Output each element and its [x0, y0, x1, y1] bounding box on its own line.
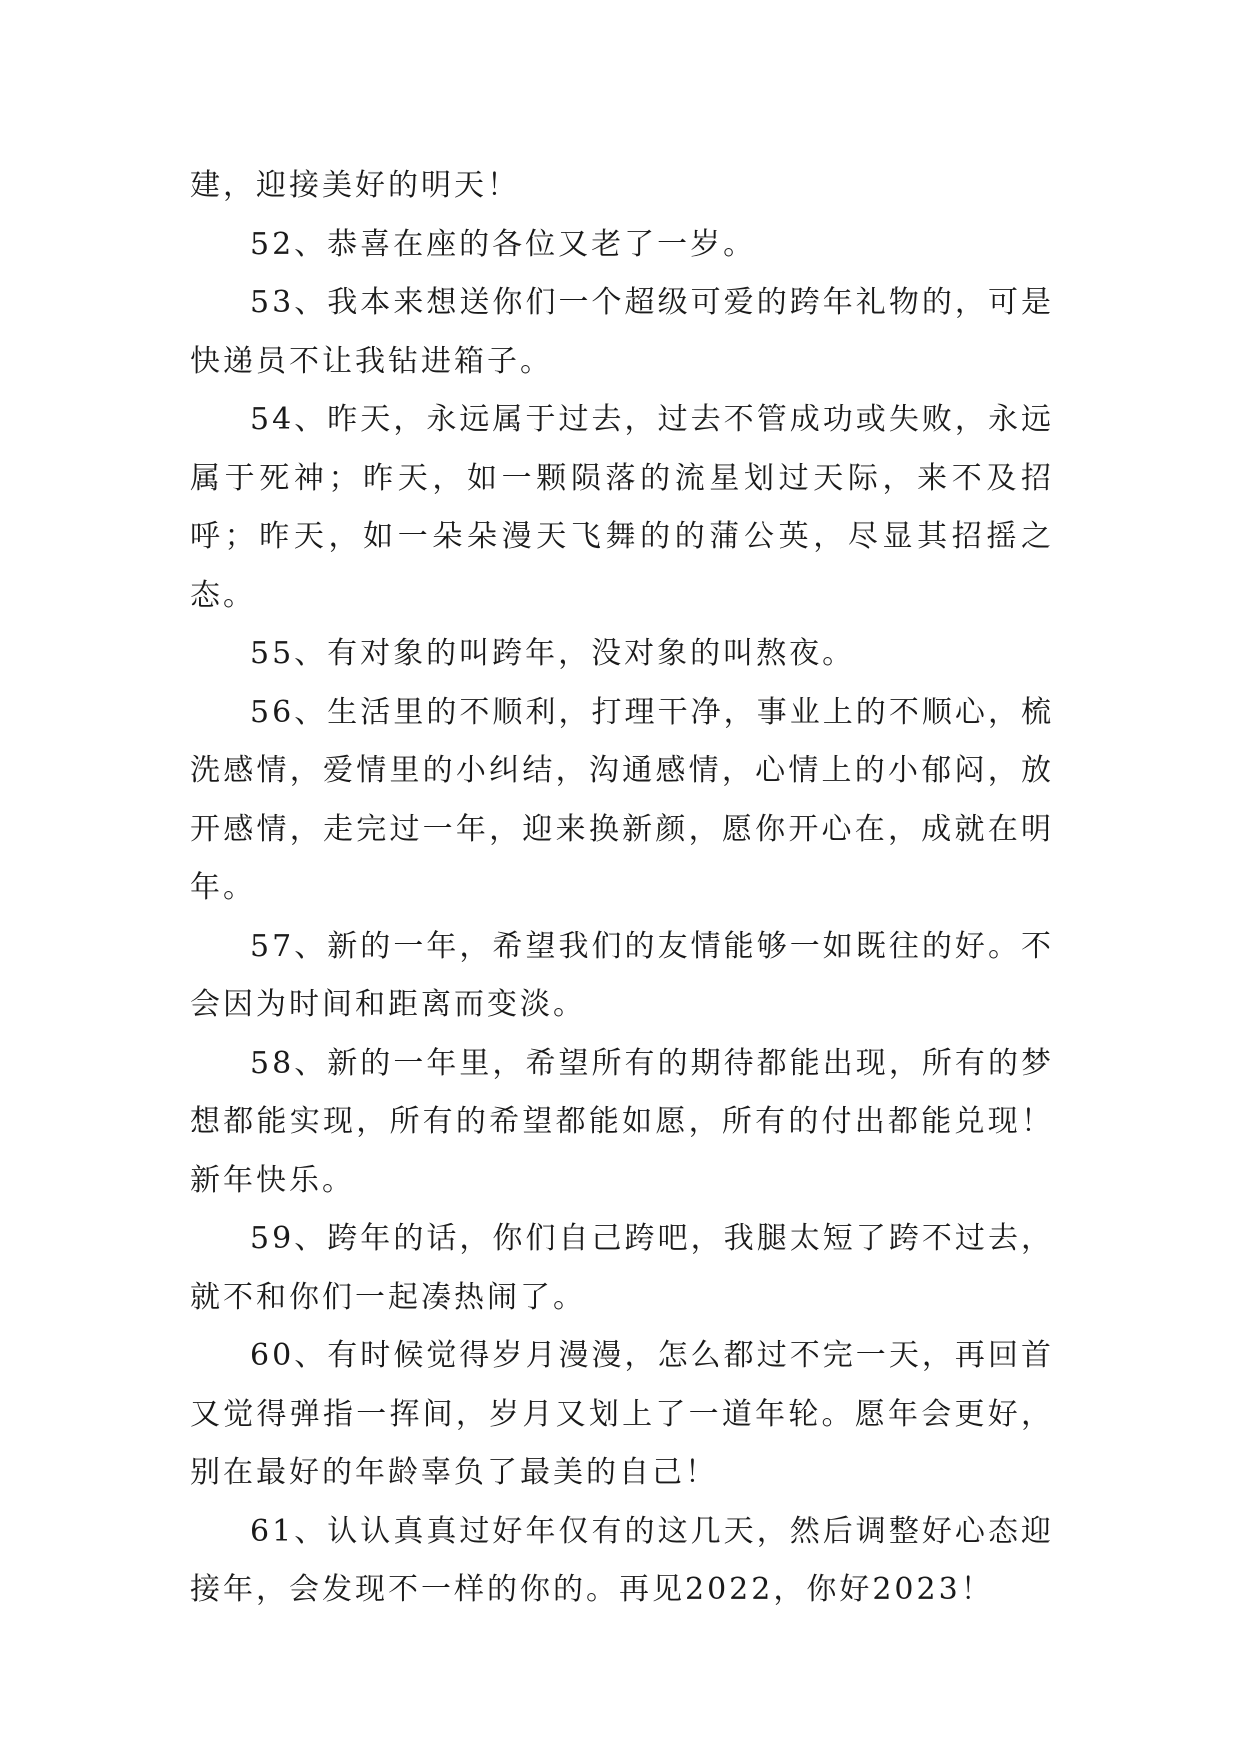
paragraph-56: 56、生活里的不顺利，打理干净，事业上的不顺心，梳洗感情，爱情里的小纠结，沟通感情，心情上的小郁闷，放开感情，走完过一年，迎来换新颜，愿你开心在，成就在明年。: [190, 694, 1054, 905]
paragraph-57: 57、新的一年，希望我们的友情能够一如既往的好。不会因为时间和距离而变淡。: [190, 928, 1054, 1022]
paragraph-53: 53、我本来想送你们一个超级可爱的跨年礼物的，可是快递员不让我钻进箱子。: [190, 285, 1054, 379]
paragraph-55: 55、有对象的叫跨年，没对象的叫熬夜。: [250, 636, 856, 671]
document-body: [190, 157, 1054, 1620]
paragraph-61: 61、认认真真过好年仅有的这几天，然后调整好心态迎接年，会发现不一样的你的。再见2022，你好2023！: [190, 1513, 1054, 1607]
paragraph-60: 60、有时候觉得岁月漫漫，怎么都过不完一天，再回首又觉得弹指一挥间，岁月又划上了一道年轮。愿年会更好，别在最好的年龄辜负了最美的自己！: [190, 1338, 1054, 1490]
paragraph-continuation: 建，迎接美好的明天！: [190, 168, 520, 203]
paragraph-52: 52、恭喜在座的各位又老了一岁。: [250, 226, 757, 262]
paragraph-59: 59、跨年的话，你们自己跨吧，我腿太短了跨不过去，就不和你们一起凑热闹了。: [190, 1221, 1054, 1315]
paragraph-58: 58、新的一年里，希望所有的期待都能出现，所有的梦想都能实现，所有的希望都能如愿，所有的付出都能兑现！新年快乐。: [190, 1045, 1054, 1198]
paragraph-54: 54、昨天，永远属于过去，过去不管成功或失败，永远属于死神；昨天，如一颗陨落的流星划过天际，来不及招呼；昨天，如一朵朵漫天飞舞的的蒲公英，尽显其招摇之态。: [190, 402, 1054, 613]
